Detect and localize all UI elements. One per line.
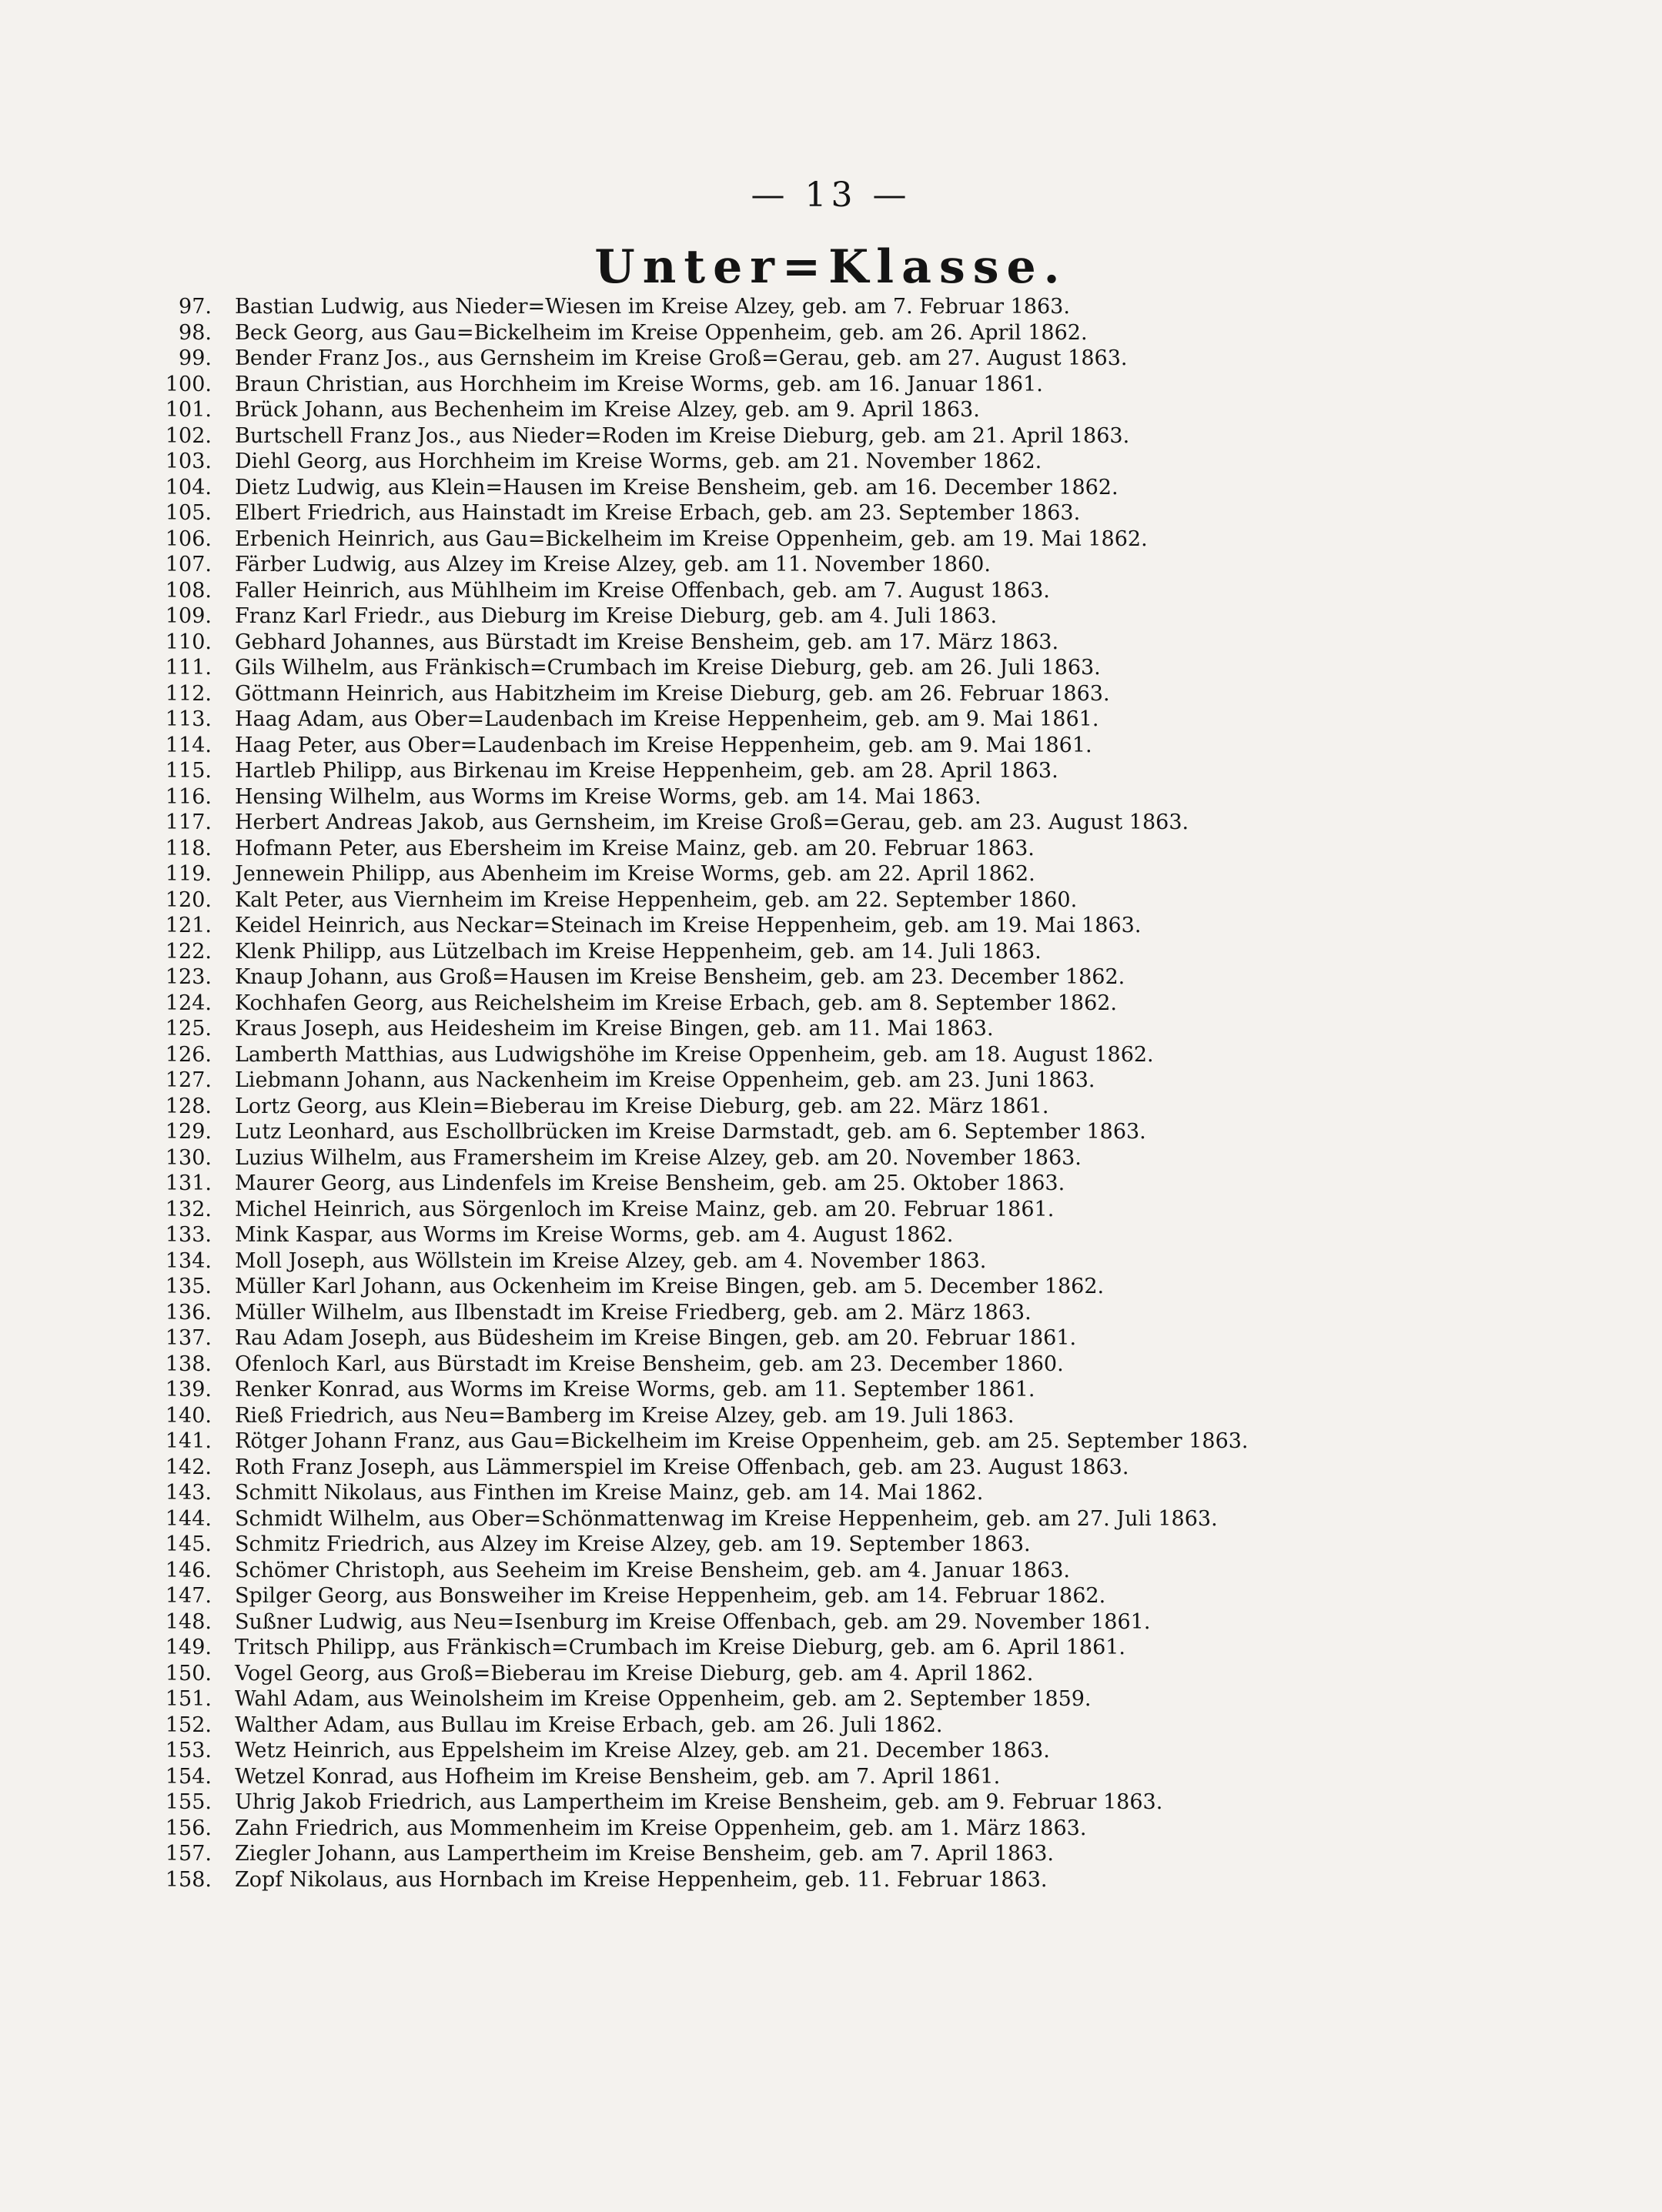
entry-text: Hartleb Philipp, aus Birkenau im Kreise Heppenheim, geb. am 28. April 1863. [235,759,1058,783]
entry-text: Ziegler Johann, aus Lampertheim im Kreise Bensheim, geb. am 7. April 1863. [235,1842,1054,1866]
entry-number: 152. [165,1712,212,1737]
list-item [139,1609,1601,1636]
entry-number: 140. [165,1403,212,1428]
entry-number: 127. [165,1068,212,1092]
list-item [139,475,1601,501]
list-item [139,1222,1601,1248]
entry-number: 125. [165,1017,212,1041]
entry-number: 117. [165,810,212,834]
entry-text: Schömer Christoph, aus Seeheim im Kreise Bensheim, geb. am 4. Januar 1863. [235,1558,1070,1582]
list-item [139,1068,1601,1094]
list-item [139,1738,1601,1764]
entry-number: 133. [165,1223,212,1247]
list-item [139,500,1601,526]
entry-text: Sußner Ludwig, aus Neu=Isenburg im Kreise Offenbach, geb. am 29. November 1861. [235,1609,1151,1634]
list-item [139,1325,1601,1352]
entry-text: Gils Wilhelm, aus Fränkisch=Crumbach im Kreise Dieburg, geb. am 26. Juli 1863. [235,656,1101,680]
entry-text: Jennewein Philipp, aus Abenheim im Kreise Worms, geb. am 22. April 1862. [235,862,1035,886]
list-item [139,861,1601,887]
entry-number: 118. [165,836,212,860]
entry-text: Haag Peter, aus Ober=Laudenbach im Kreise Heppenheim, geb. am 9. Mai 1861. [235,733,1092,757]
entry-number: 155. [165,1790,212,1814]
list-item [139,681,1601,707]
list-item [139,449,1601,475]
entry-number: 129. [165,1120,212,1144]
entry-text: Klenk Philipp, aus Lützelbach im Kreise Heppenheim, geb. am 14. Juli 1863. [235,939,1042,964]
entry-number: 144. [165,1506,212,1531]
list-item [139,603,1601,630]
entry-text: Kochhafen Georg, aus Reichelsheim im Kreise Erbach, geb. am 8. September 1862. [235,991,1118,1015]
entry-text: Spilger Georg, aus Bonsweiher im Kreise Heppenheim, geb. am 14. Februar 1862. [235,1584,1106,1608]
entry-number: 122. [165,939,212,964]
entry-number: 149. [165,1636,212,1659]
entry-number: 141. [165,1429,212,1453]
entry-number: 143. [165,1481,212,1505]
list-item [139,1583,1601,1609]
entry-text: Michel Heinrich, aus Sörgenloch im Kreise Mainz, geb. am 20. Februar 1861. [235,1197,1055,1221]
entry-text: Hensing Wilhelm, aus Worms im Kreise Worms, geb. am 14. Mai 1863. [235,784,981,809]
list-item [139,939,1601,965]
list-item [139,294,1601,320]
entry-text: Roth Franz Joseph, aus Lämmerspiel im Kreise Offenbach, geb. am 23. August 1863. [235,1455,1129,1479]
entry-text: Walther Adam, aus Bullau im Kreise Erbach, geb. am 26. Juli 1862. [235,1712,943,1737]
entry-text: Uhrig Jakob Friedrich, aus Lampertheim im Kreise Bensheim, geb. am 9. Februar 1863. [235,1790,1163,1814]
entry-number: 97. [179,295,212,319]
entry-number: 103. [165,449,212,473]
entry-number: 106. [165,526,212,551]
list-item [139,836,1601,862]
entry-number: 98. [179,320,212,345]
entry-number: 109. [165,604,212,628]
entry-text: Elbert Friedrich, aus Hainstadt im Kreise Erbach, geb. am 23. September 1863. [235,501,1081,525]
entry-text: Rau Adam Joseph, aus Büdesheim im Kreise Bingen, geb. am 20. Februar 1861. [235,1326,1077,1350]
entry-text: Renker Konrad, aus Worms im Kreise Worms, geb. am 11. September 1861. [235,1378,1035,1402]
list-item [139,1816,1601,1842]
entry-text: Wahl Adam, aus Weinolsheim im Kreise Oppenheim, geb. am 2. September 1859. [235,1687,1092,1711]
entry-number: 113. [165,707,212,731]
entry-text: Lutz Leonhard, aus Eschollbrücken im Kreise Darmstadt, geb. am 6. September 1863. [235,1120,1146,1144]
entry-number: 130. [165,1145,212,1170]
entry-text: Tritsch Philipp, aus Fränkisch=Crumbach im Kreise Dieburg, geb. am 6. April 1861. [235,1636,1126,1659]
entry-text: Müller Karl Johann, aus Ockenheim im Kreise Bingen, geb. am 5. December 1862. [235,1275,1105,1298]
entry-text: Müller Wilhelm, aus Ilbenstadt im Kreise Friedberg, geb. am 2. März 1863. [235,1300,1032,1325]
entry-text: Wetz Heinrich, aus Eppelsheim im Kreise Alzey, geb. am 21. December 1863. [235,1739,1050,1763]
list-item [139,1042,1601,1068]
entry-text: Mink Kaspar, aus Worms im Kreise Worms, geb. am 4. August 1862. [235,1223,954,1247]
entry-number: 116. [165,784,212,809]
entry-text: Schmitz Friedrich, aus Alzey im Kreise Alzey, geb. am 19. September 1863. [235,1532,1031,1556]
list-item [139,1764,1601,1790]
entry-number: 150. [165,1661,212,1686]
entry-number: 102. [165,423,212,448]
list-item [139,758,1601,784]
list-item [139,1119,1601,1145]
entry-text: Schmitt Nikolaus, aus Finthen im Kreise Mainz, geb. am 14. Mai 1862. [235,1481,984,1505]
list-item [139,733,1601,759]
list-item [139,1661,1601,1687]
entry-number: 110. [165,630,212,654]
entry-text: Ofenloch Karl, aus Bürstadt im Kreise Bensheim, geb. am 23. December 1860. [235,1352,1064,1376]
list-item [139,1480,1601,1506]
list-item [139,526,1601,553]
entry-number: 100. [165,372,212,396]
list-item [139,1428,1601,1455]
list-item [139,913,1601,939]
entry-text: Kraus Joseph, aus Heidesheim im Kreise Bingen, geb. am 11. Mai 1863. [235,1017,994,1041]
entry-number: 135. [165,1275,212,1298]
entry-text: Liebmann Johann, aus Nackenheim im Kreise Oppenheim, geb. am 23. Juni 1863. [235,1068,1095,1092]
page-number: — 13 — [751,175,911,215]
list-item [139,1171,1601,1197]
list-item [139,1455,1601,1481]
list-item [139,784,1601,810]
list-item [139,1016,1601,1042]
entry-text: Luzius Wilhelm, aus Framersheim im Kreise Alzey, geb. am 20. November 1863. [235,1145,1082,1170]
entry-number: 142. [165,1455,212,1479]
list-item [139,1145,1601,1171]
list-item [139,964,1601,991]
entry-text: Schmidt Wilhelm, aus Ober=Schönmattenwag im Kreise Heppenheim, geb. am 27. Juli 1863. [235,1506,1218,1531]
entry-text: Kalt Peter, aus Viernheim im Kreise Heppenheim, geb. am 22. September 1860. [235,887,1078,912]
entry-number: 108. [165,578,212,603]
list-item [139,320,1601,346]
entry-text: Rieß Friedrich, aus Neu=Bamberg im Kreise Alzey, geb. am 19. Juli 1863. [235,1403,1015,1428]
list-item [139,1197,1601,1223]
entry-number: 124. [165,991,212,1015]
entry-number: 157. [165,1842,212,1866]
list-item [139,1558,1601,1584]
entry-number: 139. [165,1378,212,1402]
list-item [139,707,1601,733]
section-title: Unter=Klasse. [594,240,1068,294]
entry-text: Moll Joseph, aus Wöllstein im Kreise Alzey, geb. am 4. November 1863. [235,1248,987,1273]
entry-text: Lortz Georg, aus Klein=Bieberau im Kreise Dieburg, geb. am 22. März 1861. [235,1094,1049,1118]
list-item [139,1377,1601,1403]
list-item [139,397,1601,423]
entry-number: 131. [165,1171,212,1195]
entry-number: 121. [165,914,212,937]
entry-text: Dietz Ludwig, aus Klein=Hausen im Kreise Bensheim, geb. am 16. December 1862. [235,475,1119,500]
list-item [139,887,1601,914]
entry-text: Haag Adam, aus Ober=Laudenbach im Kreise Heppenheim, geb. am 9. Mai 1861. [235,707,1099,731]
list-item [139,1789,1601,1816]
entry-number: 147. [165,1584,212,1608]
entry-text: Färber Ludwig, aus Alzey im Kreise Alzey, geb. am 11. November 1860. [235,553,991,576]
entry-text: Gebhard Johannes, aus Bürstadt im Kreise Bensheim, geb. am 17. März 1863. [235,630,1059,654]
list-item [139,1248,1601,1275]
entry-number: 136. [165,1300,212,1325]
student-list [139,294,1601,1893]
entry-number: 154. [165,1764,212,1789]
entry-text: Diehl Georg, aus Horchheim im Kreise Worms, geb. am 21. November 1862. [235,449,1042,473]
entry-number: 112. [165,681,212,706]
entry-number: 138. [165,1352,212,1376]
list-item [139,1686,1601,1712]
entry-number: 119. [165,862,212,886]
entry-number: 132. [165,1197,212,1221]
entry-text: Maurer Georg, aus Lindenfels im Kreise Bensheim, geb. am 25. Oktober 1863. [235,1171,1065,1195]
list-item [139,991,1601,1017]
list-item [139,372,1601,398]
entry-text: Knaup Johann, aus Groß=Hausen im Kreise Bensheim, geb. am 23. December 1862. [235,965,1125,989]
entry-number: 105. [165,501,212,525]
entry-number: 153. [165,1739,212,1763]
list-item [139,1532,1601,1558]
entry-text: Vogel Georg, aus Groß=Bieberau im Kreise Dieburg, geb. am 4. April 1862. [235,1661,1034,1686]
list-item [139,655,1601,681]
list-item [139,1274,1601,1300]
entry-number: 146. [165,1558,212,1582]
entry-number: 99. [179,346,212,370]
list-item [139,1352,1601,1378]
list-item [139,552,1601,578]
entry-number: 114. [165,733,212,757]
entry-number: 111. [165,656,212,680]
entry-text: Zahn Friedrich, aus Mommenheim im Kreise Oppenheim, geb. am 1. März 1863. [235,1816,1087,1840]
list-item [139,1712,1601,1739]
entry-text: Keidel Heinrich, aus Neckar=Steinach im Kreise Heppenheim, geb. am 19. Mai 1863. [235,914,1142,937]
entry-text: Beck Georg, aus Gau=Bickelheim im Kreise Oppenheim, geb. am 26. April 1862. [235,320,1088,345]
list-item [139,1403,1601,1429]
entry-text: Wetzel Konrad, aus Hofheim im Kreise Bensheim, geb. am 7. April 1861. [235,1764,1001,1789]
list-item [139,1867,1601,1893]
list-item [139,346,1601,372]
list-item [139,1094,1601,1120]
entry-number: 137. [165,1326,212,1350]
list-item [139,1506,1601,1532]
entry-text: Brück Johann, aus Bechenheim im Kreise Alzey, geb. am 9. April 1863. [235,398,980,422]
entry-text: Herbert Andreas Jakob, aus Gernsheim, im Kreise Groß=Gerau, geb. am 23. August 1863. [235,810,1189,834]
entry-number: 156. [165,1816,212,1840]
entry-number: 123. [165,965,212,989]
entry-text: Braun Christian, aus Horchheim im Kreise Worms, geb. am 16. Januar 1861. [235,372,1043,396]
entry-number: 101. [165,398,212,422]
entry-number: 151. [165,1687,212,1711]
entry-number: 107. [165,553,212,576]
entry-text: Lamberth Matthias, aus Ludwigshöhe im Kreise Oppenheim, geb. am 18. August 1862. [235,1042,1154,1067]
list-item [139,423,1601,449]
entry-number: 145. [165,1532,212,1556]
entry-text: Rötger Johann Franz, aus Gau=Bickelheim im Kreise Oppenheim, geb. am 25. September 1863. [235,1429,1249,1453]
entry-number: 134. [165,1248,212,1273]
entry-number: 120. [165,887,212,912]
entry-number: 128. [165,1094,212,1118]
list-item [139,810,1601,836]
entry-text: Erbenich Heinrich, aus Gau=Bickelheim im Kreise Oppenheim, geb. am 19. Mai 1862. [235,526,1148,551]
entry-number: 148. [165,1609,212,1634]
entry-text: Göttmann Heinrich, aus Habitzheim im Kreise Dieburg, geb. am 26. Februar 1863. [235,681,1110,706]
entry-text: Burtschell Franz Jos., aus Nieder=Roden im Kreise Dieburg, geb. am 21. April 1863. [235,423,1130,448]
list-item [139,1300,1601,1326]
entry-number: 126. [165,1042,212,1067]
entry-number: 158. [165,1867,212,1892]
entry-text: Bastian Ludwig, aus Nieder=Wiesen im Kreise Alzey, geb. am 7. Februar 1863. [235,295,1070,319]
list-item [139,1635,1601,1661]
entry-text: Faller Heinrich, aus Mühlheim im Kreise Offenbach, geb. am 7. August 1863. [235,578,1050,603]
entry-number: 115. [165,759,212,783]
list-item [139,1841,1601,1867]
entry-text: Zopf Nikolaus, aus Hornbach im Kreise Heppenheim, geb. 11. Februar 1863. [235,1867,1048,1892]
entry-text: Franz Karl Friedr., aus Dieburg im Kreise Dieburg, geb. am 4. Juli 1863. [235,604,998,628]
entry-number: 104. [165,475,212,500]
entry-text: Hofmann Peter, aus Ebersheim im Kreise Mainz, geb. am 20. Februar 1863. [235,836,1035,860]
list-item [139,578,1601,604]
list-item [139,630,1601,656]
entry-text: Bender Franz Jos., aus Gernsheim im Kreise Groß=Gerau, geb. am 27. August 1863. [235,346,1128,370]
